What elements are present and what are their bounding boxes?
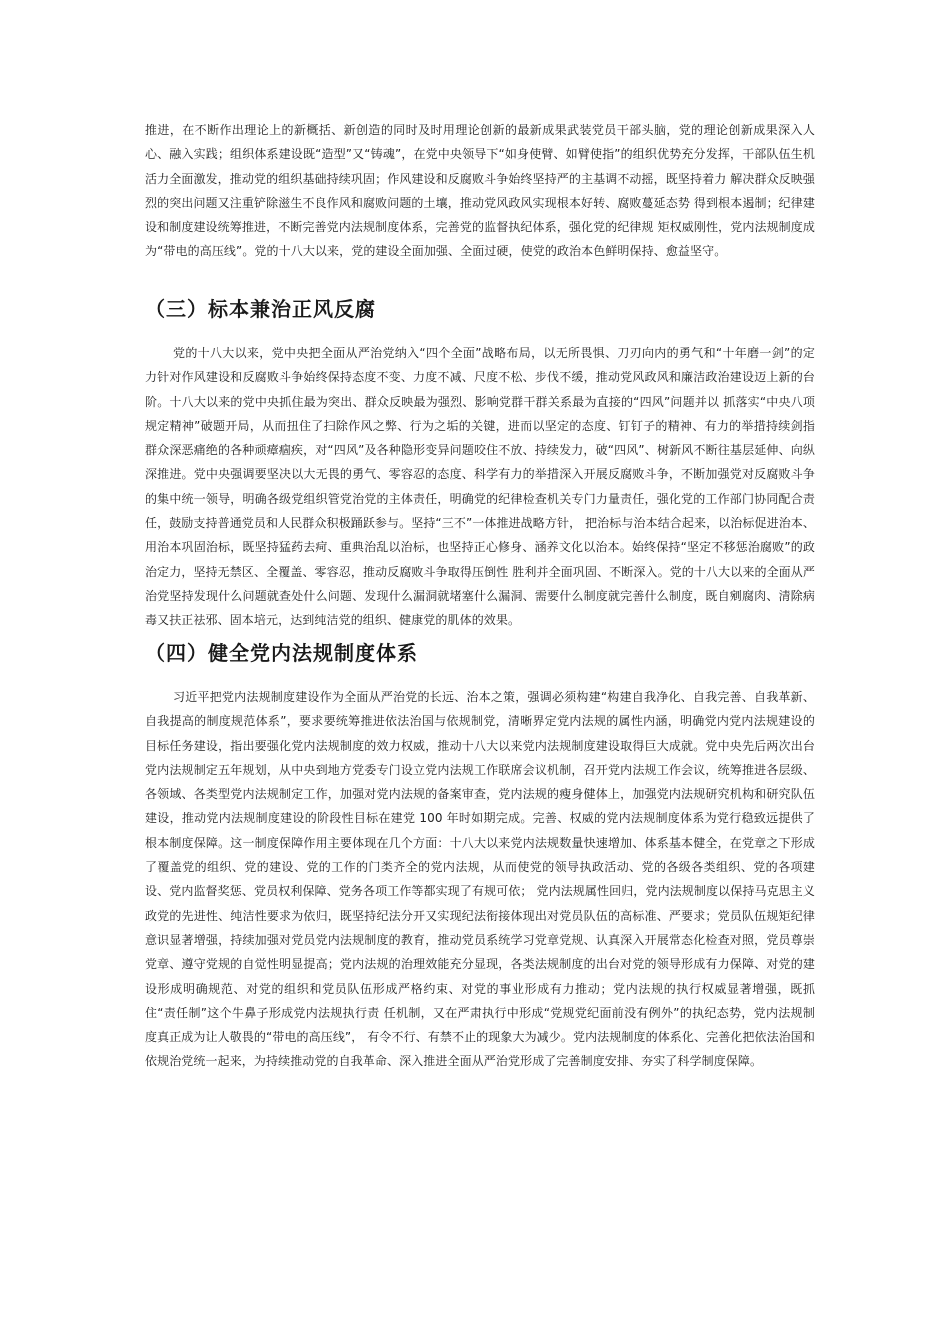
section-heading-party-regulations: （四）健全党内法规制度体系 xyxy=(145,641,418,665)
paragraph-anti-corruption: 党的十八大以来，党中央把全面从严治党纳入“四个全面”战略布局，以无所畏惧、刀刃向内的勇气和“十年磨一剑”的定力针对作风建设和反腐败斗争始终保持态度不变、力度不减、尺度不松、步伐不缓，推动党风政风和廉洁政治建设迈上新的台阶。十八大以来的党中央抓住最为突出、群众反映最为强烈、影响党群干群关系最为直接的“四风”问题并以 抓落实“中央八项规定精神”破题开局，从而扭住了扫除作风之弊、行为之垢的关键，进而以坚定的态度、钉钉子的精神、有力的举措持续剑指群众深恶痛绝的各种顽瘴痼疾，对“四风”及各种隐形变异问题咬住不放、持续发力，破“四风”、树新风不断往基层延伸、向纵深推进。党中央强调要坚决以大无畏的勇气、零容忍的态度、科学有力的举措深入开展反腐败斗争，不断加强党对反腐败斗争的集中统一领导，明确各级党组织管党治党的主体责任，明确党的纪律检查机关专门力量责任，强化党的工作部门协同配合责任，鼓励支持普通党员和人民群众积极踊跃参与。坚持“三不”一体推进战略方针， 把治标与治本结合起来，以治标促进治本、用治本巩固治标，既坚持猛药去疴、重典治乱以治标，也坚持正心修身、涵养文化以治本。始终保持“坚定不移惩治腐败”的政治定力，坚持无禁区、全覆盖、零容忍，推动反腐败斗争取得压倒性 胜利并全面巩固、不断深入。党的十八大以来的全面从严治党坚持发现什么问题就查处什么问题、发现什么漏洞就堵塞什么漏洞、需要什么制度就完善什么制度，既自剜腐肉、清除病毒又扶正祛邪、固本培元，达到纯洁党的组织、健康党的肌体的效果。 xyxy=(145,346,815,628)
paragraph-party-building-summary: 推进，在不断作出理论上的新概括、新创造的同时及时用理论创新的最新成果武装党员干部头脑，党的理论创新成果深入人心、融入实践；组织体系建设既“造型”又“铸魂”，在党中央领导下“如身使臂、如臂使指”的组织优势充分发挥，干部队伍生机活力全面激发，推动党的组织基础持续巩固；作风建设和反腐败斗争始终坚持严的主基调不动摇，既坚持着力 解决群众反映强烈的突出问题又注重铲除滋生不良作风和腐败问题的土壤，推动党风政风实现根本好转、腐败蔓延态势 得到根本遏制；纪律建设和制度建设统筹推进，不断完善党内法规制度体系，完善党的监督执纪体系，强化党的纪律规 矩权威刚性，党内法规制度成为“带电的高压线”。党的十八大以来，党的建设全面加强、全面过硬，使党的政治本色鲜明保持、愈益坚守。 xyxy=(145,123,815,259)
section-heading-anti-corruption: （三）标本兼治正风反腐 xyxy=(145,297,376,321)
paragraph-party-regulations: 习近平把党内法规制度建设作为全面从严治党的长远、治本之策，强调必须构建“构建自我净化、自我完善、自我革新、自我提高的制度规范体系”，要求要统筹推进依法治国与依规制党，清晰界定党内法规的属性内涵，明确党内党内法规建设的目标任务建设，指出要强化党内法规制度的效力权威，推动十八大以来党内法规制度建设取得巨大成就。党中央先后两次出台党内法规制定五年规划，从中央到地方党委专门设立党内法规工作联席会议机制，召开党内法规工作会议，统筹推进各层级、各领域、各类型党内法规制定工作，加强对党内法规的备案审查，党内法规的瘦身健体上，加强党内法规研究机构和研究队伍建设，推动党内法规制度建设的阶段性目标在建党 100 年时如期完成。完善、权威的党内法规制度体系为党行稳致远提供了根本制度保障。这一制度保障作用主要体现在几个方面：十八大以来党内法规数量快速增加、体系基本健全，在党章之下形成了覆盖党的组织、党的建设、党的工作的门类齐全的党内法规，从而使党的领导执政活动、党的各级各类组织、党的各项建设、党内监督奖惩、党员权利保障、党务各项工作等都实现了有规可依； 党内法规属性回归，党内法规制度以保持马克思主义政党的先进性、纯洁性要求为依归，既坚持纪法分开又实现纪法衔接体现出对党员队伍的高标准、严要求；党员队伍规矩纪律意识显著增强，持续加强对党员党内法规制度的教育，推动党员系统学习党章党规、认真深入开展常态化检查对照，党员尊崇党章、遵守党规的自觉性明显提高；党内法规的治理效能充分显现，各类法规制度的出台对党的领导形成有力保障、对党的建设形成明确规范、对党的组织和党员队伍形成严格约束、对党的事业形成有力推动；党内法规的执行权威显著增强，既抓住“责任制”这个牛鼻子形成党内法规执行责 任机制，又在严肃执行中形成“党规党纪面前没有例外”的执纪态势，党内法规制度真正成为让人敬畏的“带电的高压线”， 有令不行、有禁不止的现象大为减少。党内法规制度的体系化、完善化把依法治国和依规治党统一起来，为持续推动党的自我革命、深入推进全面从严治党形成了完善制度安排、夯实了科学制度保障。 xyxy=(145,690,815,1069)
